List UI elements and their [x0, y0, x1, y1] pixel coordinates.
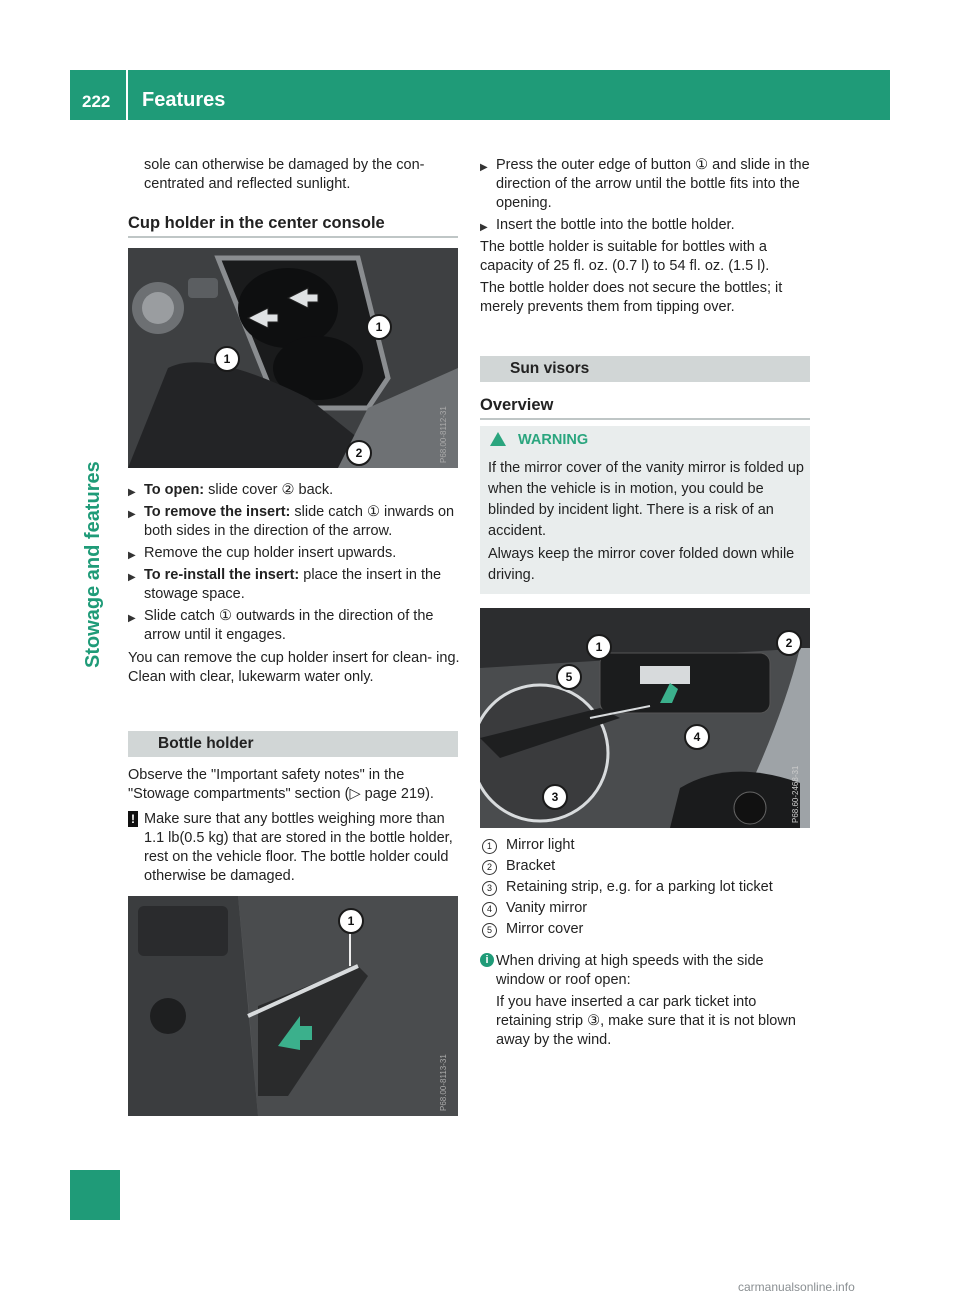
caution-text: Make sure that any bottles weighing more than 1.1 lb(0.5 kg) that are stored in the bottle holder, rest on the vehicle floor. The bottle holder could otherwise be damaged. [144, 811, 453, 884]
footer-watermark: carmanualsonline.info [738, 1280, 855, 1294]
warning-icon [490, 432, 506, 446]
legend-item: 5 Mirror cover [480, 920, 812, 941]
image-code: P68.00-8113-31 [439, 1054, 448, 1111]
header-divider [126, 70, 128, 120]
overview-rule [480, 418, 810, 420]
bottle-holder-illustration [128, 896, 458, 1116]
callout-2: 2 [346, 440, 372, 466]
callout-3: 3 [542, 784, 568, 810]
page-title: Features [142, 89, 226, 111]
image-code: P68.00-8112-31 [439, 406, 448, 463]
bottle-caution [128, 810, 460, 886]
intro-line-2: centrated and reflected sunlight. [144, 176, 351, 192]
sun-visors-heading-bar [480, 356, 810, 382]
warning-title: WARNING [518, 432, 589, 448]
warning-box [480, 426, 810, 594]
bottle-intro: Observe the "Important safety notes" in the "Stowage compartments" section (▷ page 219). [128, 767, 434, 802]
callout-1: 1 [338, 908, 364, 934]
warning-text: If the mirror cover of the vanity mirror is folded up when the vehicle is in motion, you could be blinded by incident light. There is a risk of an accident. [488, 460, 804, 539]
sun-visor-image [480, 608, 810, 828]
cup-holder-image [128, 248, 458, 468]
intro-text [144, 156, 464, 194]
warning-text-2: Always keep the mirror cover folded down while driving. [488, 546, 795, 583]
cup-steps [128, 481, 460, 687]
step-open: ▶ To open: slide cover ② back. [128, 481, 460, 500]
info-icon: i [480, 953, 494, 967]
sun-visor-illustration [480, 608, 810, 828]
callout-4: 4 [684, 724, 710, 750]
page-header [70, 70, 890, 120]
legend [480, 836, 812, 941]
intro-line-1: sole can otherwise be damaged by the con- [144, 157, 425, 173]
legend-item: 1 Mirror light [480, 836, 812, 857]
step-remove-insert: ▶ To remove the insert: slide catch ① inwards on both sides in the direction of the arrow. [128, 503, 460, 541]
callout-2: 2 [776, 630, 802, 656]
side-tab-block [70, 1170, 120, 1220]
bottle-holder-heading: Bottle holder [158, 735, 254, 752]
callout-1: 1 [366, 314, 392, 340]
bottle-holder-image [128, 896, 458, 1116]
bottle-note: The bottle holder does not secure the bottles; it merely prevents them from tipping over. [480, 280, 783, 315]
warning-title-row [490, 432, 588, 448]
bottle-step-press: ▶ Press the outer edge of button ① and slide in the direction of the arrow until the bottle fits into the opening. [480, 156, 812, 213]
side-tab-label: Stowage and features [82, 461, 104, 668]
info-text-2: If you have inserted a car park ticket into retaining strip ③, make sure that it is not blown away by the wind. [496, 994, 796, 1048]
callout-1: 1 [214, 346, 240, 372]
legend-item: 3 Retaining strip, e.g. for a parking lot ticket [480, 878, 812, 899]
bottle-capacity: The bottle holder is suitable for bottles with a capacity of 25 fl. oz. (0.7 l) to 54 fl. oz. (1.5 l). [480, 239, 770, 274]
cup-holder-heading: Cup holder in the center console [128, 214, 385, 232]
step-remove-upwards: ▶ Remove the cup holder insert upwards. [128, 544, 460, 563]
info-text-1: When driving at high speeds with the side window or roof open: [496, 953, 764, 988]
legend-item: 2 Bracket [480, 857, 812, 878]
callout-5: 5 [556, 664, 582, 690]
callout-1: 1 [586, 634, 612, 660]
info-note [480, 952, 812, 1050]
step-reinstall: ▶ To re-install the insert: place the insert in the stowage space. [128, 566, 460, 604]
bottle-steps [480, 156, 812, 317]
step-slide-catch: ▶ Slide catch ① outwards in the direction of the arrow until it engages. [128, 607, 460, 645]
cup-holder-illustration [128, 248, 458, 468]
caution-icon: ! [128, 811, 138, 827]
image-code: P68.60-2468-31 [791, 765, 800, 823]
page-number: 222 [82, 92, 111, 111]
bottle-step-insert: ▶ Insert the bottle into the bottle holder. [480, 216, 812, 235]
overview-heading: Overview [480, 396, 554, 414]
sun-visors-heading: Sun visors [510, 360, 590, 377]
legend-item: 4 Vanity mirror [480, 899, 812, 920]
cup-note: You can remove the cup holder insert for clean- ing. Clean with clear, lukewarm water only. [128, 650, 460, 685]
bottle-holder-heading-bar [128, 731, 458, 757]
heading-rule [128, 236, 458, 238]
